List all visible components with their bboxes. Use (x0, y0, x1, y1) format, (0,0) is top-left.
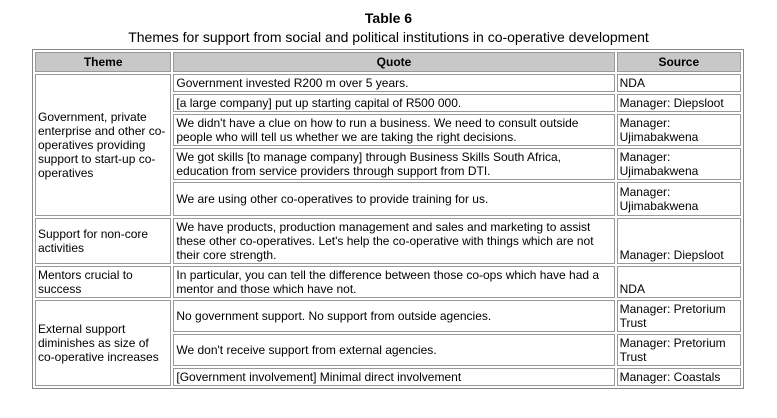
source-cell: Manager: Ujimabakwena (617, 114, 741, 146)
header-source: Source (617, 52, 741, 72)
theme-cell: External support diminishes as size of co-operative increases (35, 300, 171, 386)
quote-cell: [Government involvement] Minimal direct involvement (173, 368, 614, 386)
source-cell: NDA (617, 74, 741, 92)
table-row (35, 74, 741, 92)
quote-cell: We have products, production management and sales and marketing to assist these other co-operatives. Let's help the co-operative with things which are not their core strength. (173, 218, 614, 264)
quote-cell: Government invested R200 m over 5 years. (173, 74, 614, 92)
quote-cell: We don't receive support from external agencies. (173, 334, 614, 366)
quote-cell: [a large company] put up starting capital of R500 000. (173, 94, 614, 112)
table-row (35, 266, 741, 298)
theme-cell: Mentors crucial to success (35, 266, 171, 298)
header-quote: Quote (173, 52, 614, 72)
table-title: Themes for support from social and political institutions in co-operative development (128, 29, 649, 45)
quote-cell: We got skills [to manage company] through Business Skills South Africa, education from service providers through support from DTI. (173, 148, 614, 180)
quote-cell: In particular, you can tell the difference between those co-ops which have had a mentor and those which have not. (173, 266, 614, 298)
source-cell: Manager: Coastals (617, 368, 741, 386)
quote-cell: We didn't have a clue on how to run a business. We need to consult outside people who will tell us whether we are taking the right decisions. (173, 114, 614, 146)
source-cell: Manager: Diepsloot (617, 94, 741, 112)
theme-cell: Government, private enterprise and other co-operatives providing support to start-up co-operatives (35, 74, 171, 216)
table-number: Table 6 (364, 10, 413, 26)
source-cell: Manager: Pretorium Trust (617, 334, 741, 366)
quote-cell: We are using other co-operatives to provide training for us. (173, 182, 614, 216)
quote-cell: No government support. No support from outside agencies. (173, 300, 614, 332)
theme-cell: Support for non-core activities (35, 218, 171, 264)
table-row (35, 218, 741, 264)
source-cell: Manager: Pretorium Trust (617, 300, 741, 332)
header-row (35, 52, 741, 72)
source-cell: Manager: Diepsloot (617, 218, 741, 264)
source-cell: Manager: Ujimabakwena (617, 148, 741, 180)
themes-table (32, 49, 744, 389)
source-cell: Manager: Ujimabakwena (617, 182, 741, 216)
source-cell: NDA (617, 266, 741, 298)
header-theme: Theme (35, 52, 171, 72)
table-row (35, 300, 741, 332)
